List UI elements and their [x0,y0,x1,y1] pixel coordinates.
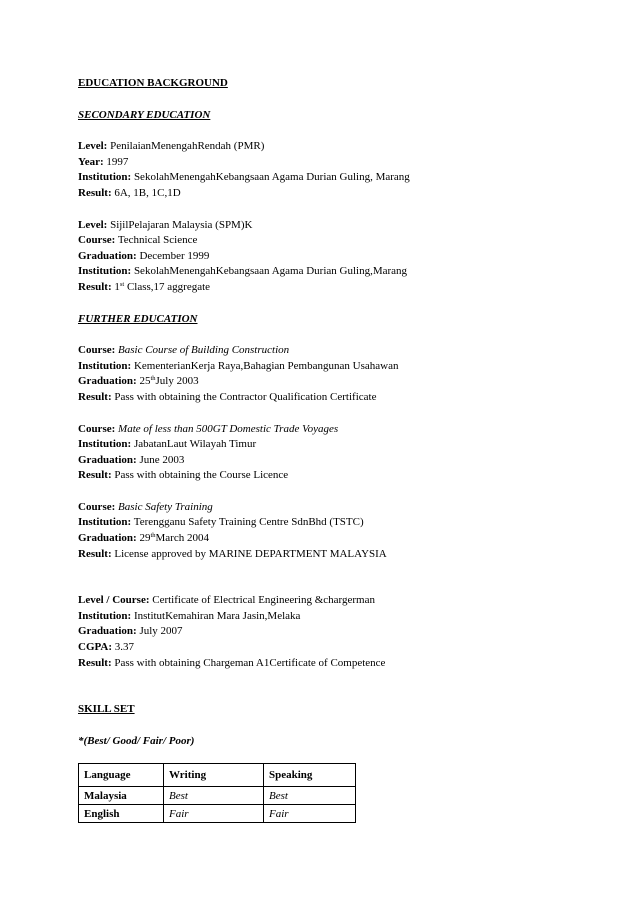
field-label: Level: [78,218,108,231]
column-header-language: Language [79,764,164,787]
result-value: 6A, 1B, 1C,1D [114,186,181,199]
entry-electrical-engineering [78,593,598,671]
field-label: Institution: [78,171,132,184]
field-label: Institution: [78,438,132,451]
field-label: Institution: [78,609,132,622]
table-header-row [79,764,356,787]
year-value: 1997 [106,155,129,168]
entry-spm [78,218,598,296]
cgpa-value: 3.37 [114,641,135,654]
writing-cell: Best [164,787,264,805]
language-cell: Malaysia [79,787,164,805]
result-value: License approved by MARINE DEPARTMENT MALAYSIA [114,547,387,560]
graduation-value: 25thJuly 2003 [139,375,199,388]
institution-value: JabatanLaut Wilayah Timur [133,438,257,451]
field-label: Result: [78,390,112,403]
field-label: Institution: [78,265,132,278]
entry-pmr [78,139,598,201]
field-label: Institution: [78,516,132,529]
field-label: Graduation: [78,625,137,638]
entry-safety-training [78,500,598,562]
writing-cell: Fair [164,805,264,823]
language-cell: English [79,805,164,823]
field-label: Graduation: [78,375,137,388]
skills-table [78,763,356,823]
level-value: PenilaianMenengahRendah (PMR) [110,140,265,153]
section-heading-skills: SKILL SET [78,703,135,716]
field-label: Year: [78,155,104,168]
level-value: Certificate of Electrical Engineering &chargerman [152,594,375,607]
resume-page [78,76,598,823]
course-value: Technical Science [117,234,198,247]
field-label: Course: [78,234,116,247]
result-value: Pass with obtaining the Course Licence [114,469,289,482]
field-label: Level: [78,140,108,153]
institution-value: SekolahMenengahKebangsaan Agama Durian Guling,Marang [133,265,408,278]
graduation-value: July 2007 [139,625,183,638]
institution-value: SekolahMenengahKebangsaan Agama Durian Guling, Marang [133,171,410,184]
field-label: Graduation: [78,249,137,262]
page-title: EDUCATION BACKGROUND [78,77,228,89]
result-value: 1st Class,17 aggregate [114,280,211,293]
table-row [79,787,356,805]
field-label: Level / Course: [78,594,150,607]
institution-value: InstitutKemahiran Mara Jasin,Melaka [133,609,301,622]
table-row [79,805,356,823]
skill-rating-legend: *(Best/ Good/ Fair/ Poor) [78,734,195,747]
graduation-value: June 2003 [139,453,185,466]
speaking-cell: Best [264,787,356,805]
field-label: Graduation: [78,532,137,545]
graduation-value: December 1999 [139,249,210,262]
institution-value: Terengganu Safety Training Centre SdnBhd (TSTC) [133,516,364,529]
speaking-cell: Fair [264,805,356,823]
column-header-writing: Writing [164,764,264,787]
field-label: Result: [78,547,112,560]
field-label: Course: [78,422,116,435]
column-header-speaking: Speaking [264,764,356,787]
field-label: Result: [78,280,112,293]
field-label: CGPA: [78,641,113,654]
entry-building-construction [78,343,598,405]
result-value: Pass with obtaining Chargeman A1Certificate of Competence [114,656,386,669]
level-value: SijilPelajaran Malaysia (SPM)K [110,218,253,231]
field-label: Result: [78,186,112,199]
course-value: Basic Safety Training [118,500,213,513]
field-label: Result: [78,469,112,482]
field-label: Graduation: [78,453,137,466]
section-heading-further: FURTHER EDUCATION [78,312,198,325]
result-value: Pass with obtaining the Contractor Qualification Certificate [114,390,377,403]
entry-mate-voyages [78,422,598,484]
section-heading-secondary: SECONDARY EDUCATION [78,108,211,121]
institution-value: KementerianKerja Raya,Bahagian Pembangunan Usahawan [133,359,399,372]
field-label: Course: [78,344,116,357]
graduation-value: 29thMarch 2004 [139,532,209,545]
course-value: Basic Course of Building Construction [118,344,290,357]
course-value: Mate of less than 500GT Domestic Trade Voyages [118,422,339,435]
field-label: Result: [78,656,112,669]
field-label: Institution: [78,359,132,372]
field-label: Course: [78,500,116,513]
